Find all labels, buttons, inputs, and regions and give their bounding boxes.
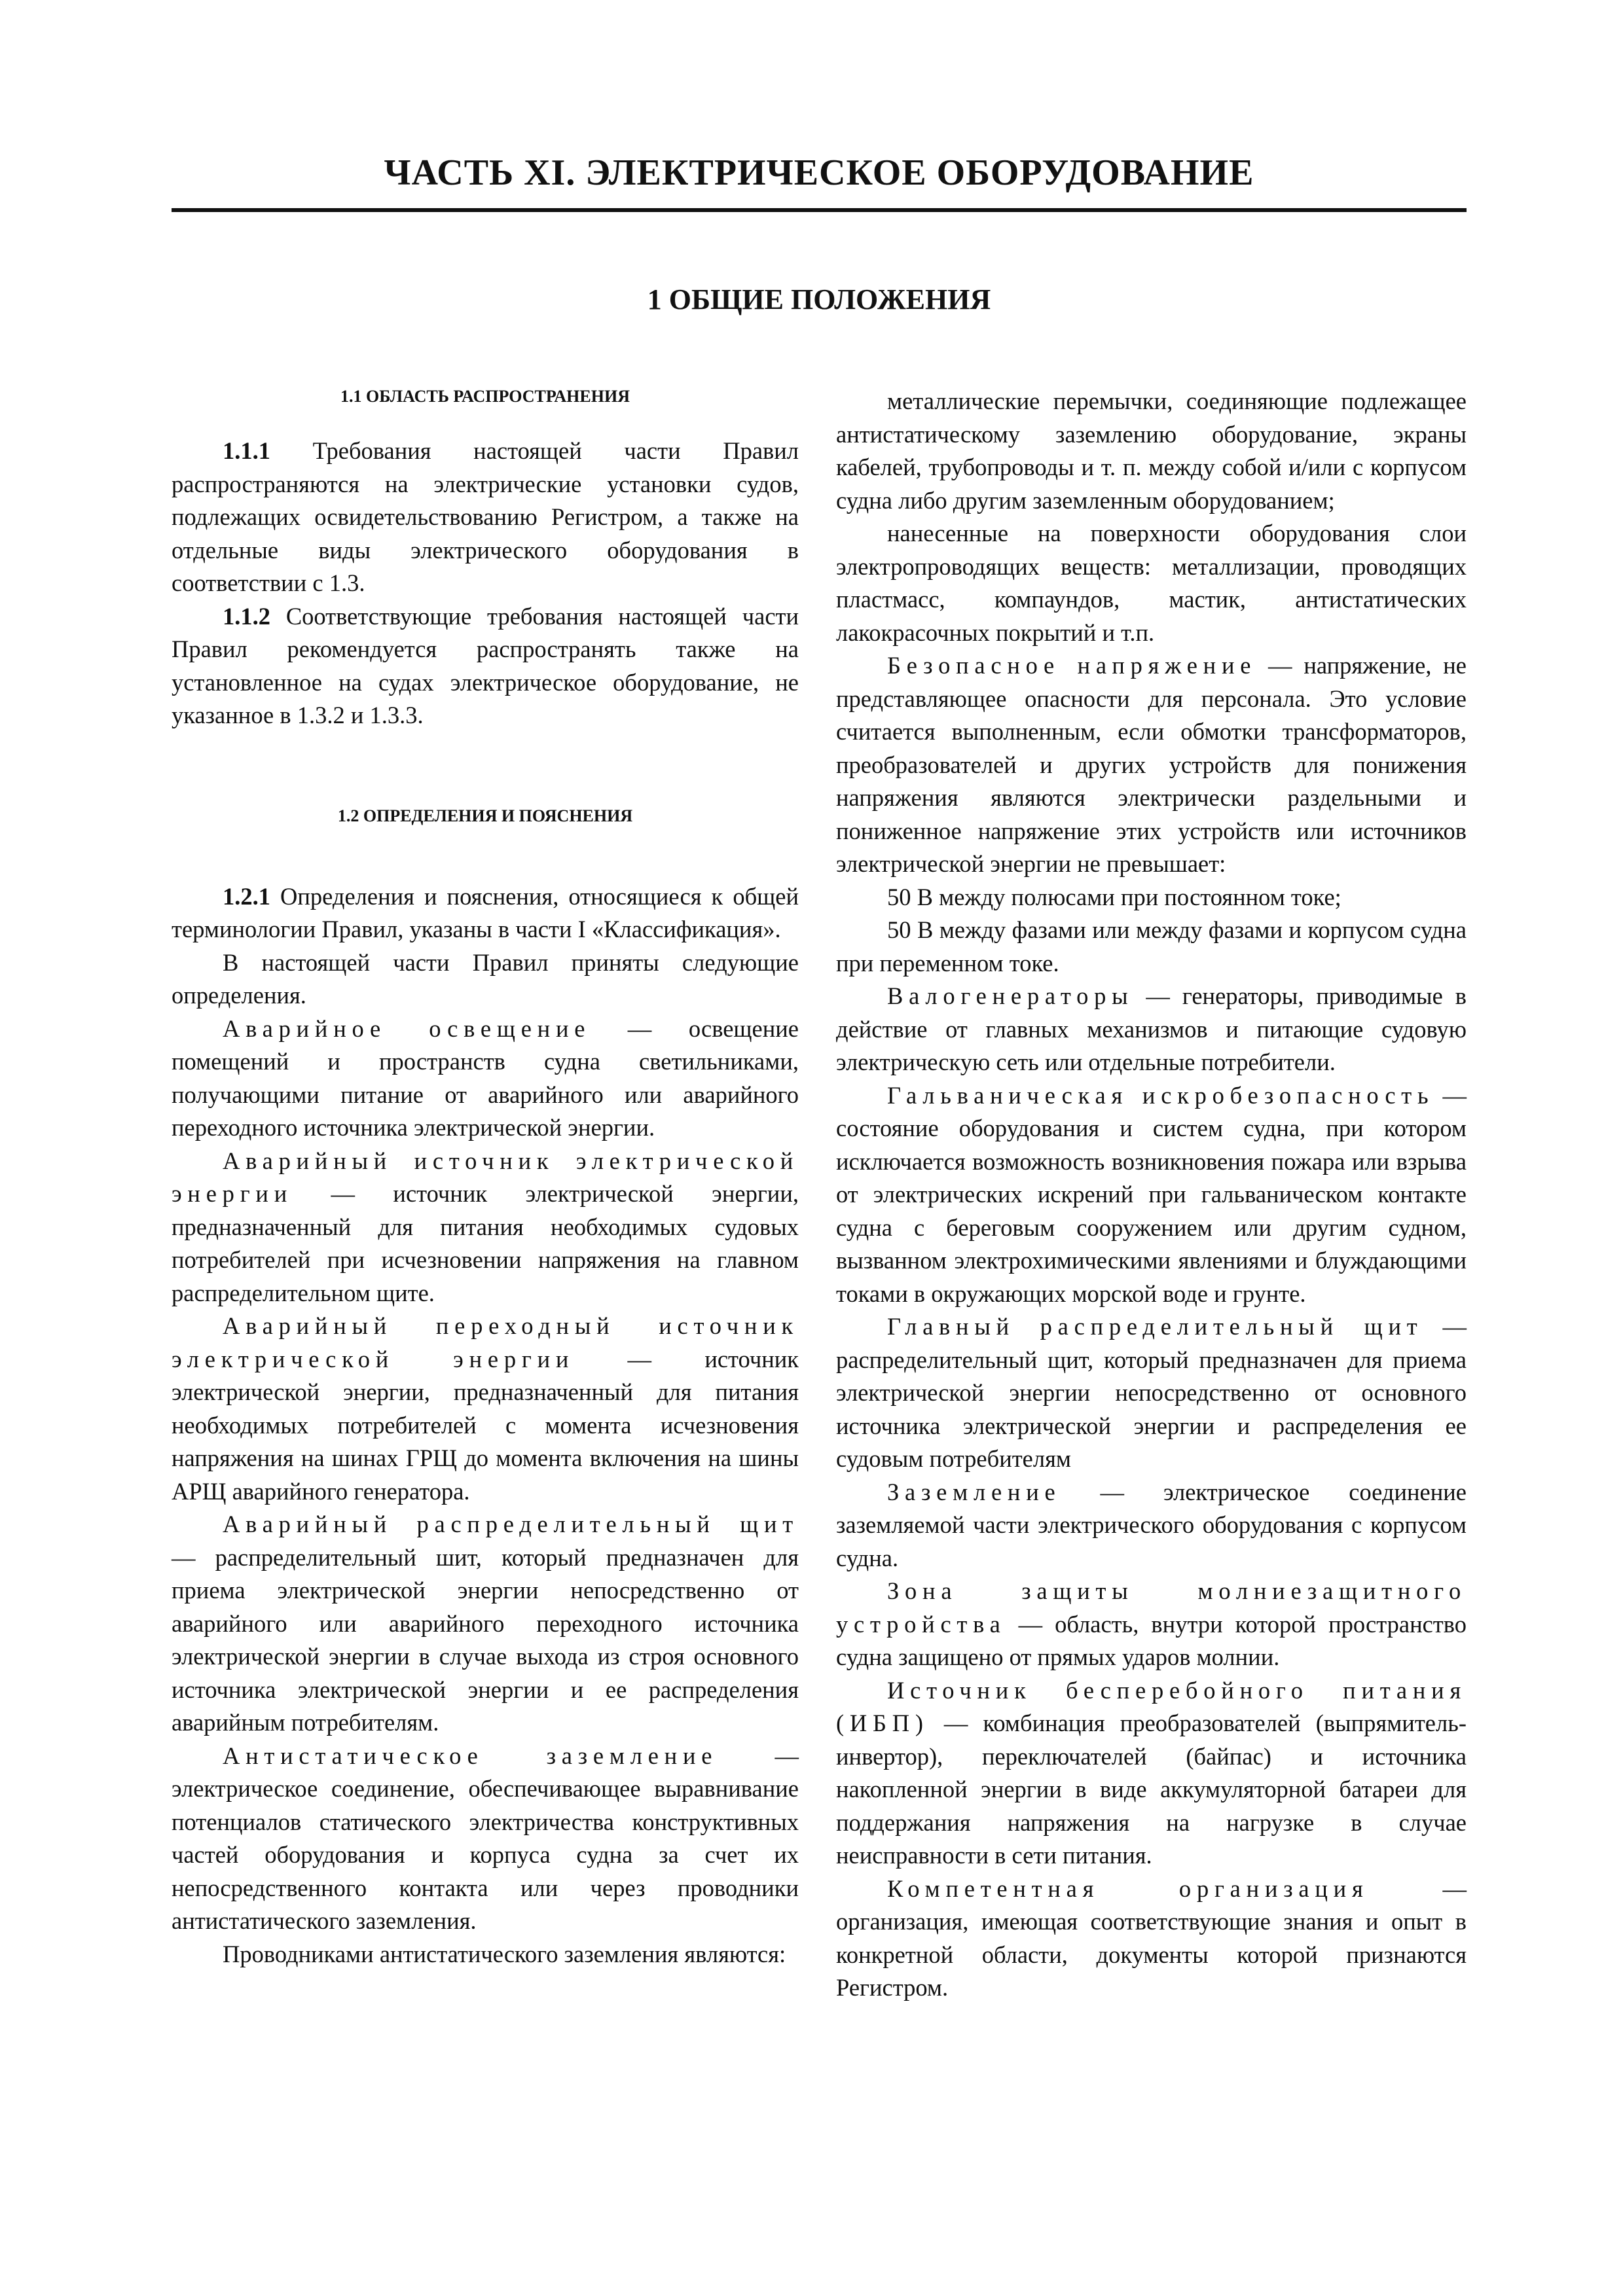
clause-text: Требования настоящей части Правил распространяются на электрические установки судов, подлежащих освидетельствованию Регистром, а также на отдельные виды электрического оборудования в соответствии с 1.3. (172, 437, 799, 596)
definition-text: — источник электрической энергии, предназначенный для питания необходимых потребителей с момента исчезновения напряжения на шинах ГРЩ до момента включения на шины АРЩ аварийного генератора. (172, 1345, 799, 1505)
definition-text: — распределительный шит, который предназначен для приема электрической энергии непосредственно от аварийного или аварийного переходного источника электрической энергии в случае выхода из строя основного источника электрической энергии и ее распределения аварийным потребителям. (172, 1543, 799, 1736)
definition-transitional-source (172, 1310, 799, 1508)
definition-term: Валогенераторы (887, 982, 1134, 1009)
clause-number: 1.1.1 (223, 437, 270, 464)
definition-emergency-switchboard (172, 1508, 799, 1740)
definition-term: Заземление (887, 1478, 1061, 1505)
definition-term: Аварийный переходный источник электрической энергии (172, 1312, 799, 1372)
definition-term: Главный распределительный щит (887, 1313, 1423, 1340)
definition-galvanic-safety (836, 1079, 1467, 1311)
antistatic-conductors-intro: Проводниками антистатического заземления являются: (223, 1940, 786, 1967)
voltage-limit-ac: 50 В между фазами или между фазами и корпусом судна при переменном токе. (836, 916, 1467, 977)
chapter-title: 1 ОБЩИЕ ПОЛОЖЕНИЯ (647, 283, 991, 315)
definition-emergency-lighting (172, 1013, 799, 1145)
definition-text: — область, внутри которой пространство судна защищено от прямых ударов молнии. (836, 1610, 1467, 1670)
definition-shaft-generators (836, 980, 1467, 1079)
right-column (836, 385, 1467, 2005)
paragraph-1-1-2 (172, 600, 799, 732)
definition-text: — источник электрической энергии, предназначенный для питания необходимых судовых потребителей при исчезновении напряжения на главном распределительном щите. (172, 1180, 799, 1306)
clause-number: 1.2.1 (223, 882, 270, 910)
definition-term: Источник бесперебойного питания (ИБП) (836, 1676, 1467, 1736)
definition-text: — генераторы, приводимые в действие от главных механизмов и питающие судовую электрическую сеть или отдельные потребители. (836, 982, 1467, 1075)
definition-text: — состояние оборудования и систем судна, при котором исключается возможность возникновения пожара или взрыва от электрических искрений при гальваническом контакте судна с береговым сооружением или другим судном, вызванном электрохимическими явлениями и блуждающими токами в окружающих морской воде и грунте. (836, 1081, 1467, 1307)
definition-term: Компетентная организация (887, 1874, 1369, 1902)
definitions-intro: В настоящей части Правил приняты следующие определения. (172, 948, 799, 1009)
definition-competent-organization (836, 1873, 1467, 2005)
definition-text: — напряжение, не представляющее опасности для персонала. Это условие считается выполненным, если обмотки трансформаторов, преобразователей и других устройств для понижения напряжения являются электрически раздельными и пониженное напряжение этих устройств или источников электрической энергии не превышает: (836, 652, 1467, 877)
definition-text: — распределительный щит, который предназначен для приема электрической энергии непосредственно от основного источника электрической энергии и распределения ее судовым потребителям (836, 1313, 1467, 1472)
paragraph-1-1-1 (172, 435, 799, 600)
clause-number: 1.1.2 (223, 602, 270, 630)
definition-term: Аварийный источник электрической энергии (172, 1147, 799, 1207)
definition-lightning-zone (836, 1575, 1467, 1674)
definition-emergency-source (172, 1145, 799, 1310)
list-item: нанесенные на поверхности оборудования слои электропроводящих веществ: металлизации, проводящих пластмасс, компаундов, мастик, антистатических лакокрасочных покрытий и т.п. (836, 520, 1467, 646)
definition-text: — электрическое соединение, обеспечивающее выравнивание потенциалов статического электричества конструктивных частей оборудования и корпуса судна за счет их непосредственного контакта или через проводники антистатического заземления. (172, 1742, 799, 1934)
title-rule (172, 208, 1467, 212)
definition-term: Аварийный распределительный щит (223, 1511, 799, 1537)
definition-text: — электрическое соединение заземляемой части электрического оборудования с корпусом судна. (836, 1478, 1467, 1571)
paragraph-1-2-1 (172, 880, 799, 946)
section-heading-1-2: 1.2 ОПРЕДЕЛЕНИЯ И ПОЯСНЕНИЯ (337, 806, 633, 825)
definition-text: — освещение помещений и пространств судна светильниками, получающими питание от аварийного или аварийного переходного источника электрической энергии. (172, 1014, 799, 1141)
definition-text: — комбинация преобразователей (выпрямитель-инвертор), переключателей (байпас) и источника накопленной энергии в виде аккумуляторной батареи для поддержания напряжения на нагрузке в случае неисправности в сети питания. (836, 1710, 1467, 1869)
definition-term: Аварийное освещение (223, 1014, 591, 1042)
section-heading-1-1: 1.1 ОБЛАСТЬ РАСПРОСТРАНЕНИЯ (340, 387, 630, 406)
definition-text: — организация, имеющая соответствующие знания и опыт в конкретной области, документы которой признаются Регистром. (836, 1874, 1467, 2001)
definition-ups (836, 1674, 1467, 1873)
definition-term: Безопасное напряжение (887, 652, 1257, 679)
left-column (172, 385, 799, 1971)
definition-term: Гальваническая искробезопасность (887, 1081, 1434, 1109)
list-item: металлические перемычки, соединяющие подлежащее антистатическому заземлению оборудование, экраны кабелей, трубопроводы и т. п. между собой и/или с корпусом судна либо другим заземленным оборудованием; (836, 387, 1467, 514)
definition-term: Зона защиты молниезащитного устройства (836, 1577, 1467, 1638)
voltage-limit-dc: 50 В между полюсами при постоянном токе; (887, 883, 1341, 910)
definition-safe-voltage (836, 649, 1467, 881)
definition-term: Антистатическое заземление (223, 1742, 718, 1769)
clause-text: Определения и пояснения, относящиеся к общей терминологии Правил, указаны в части I «Классификация». (172, 882, 799, 942)
definition-earthing (836, 1476, 1467, 1575)
part-title: ЧАСТЬ XI. ЭЛЕКТРИЧЕСКОЕ ОБОРУДОВАНИЕ (384, 152, 1254, 193)
definition-antistatic-earthing (172, 1740, 799, 1938)
clause-text: Соответствующие требования настоящей части Правил рекомендуется распространять также на установленное на судах электрическое оборудование, не указанное в 1.3.2 и 1.3.3. (172, 602, 799, 728)
definition-main-switchboard (836, 1310, 1467, 1476)
